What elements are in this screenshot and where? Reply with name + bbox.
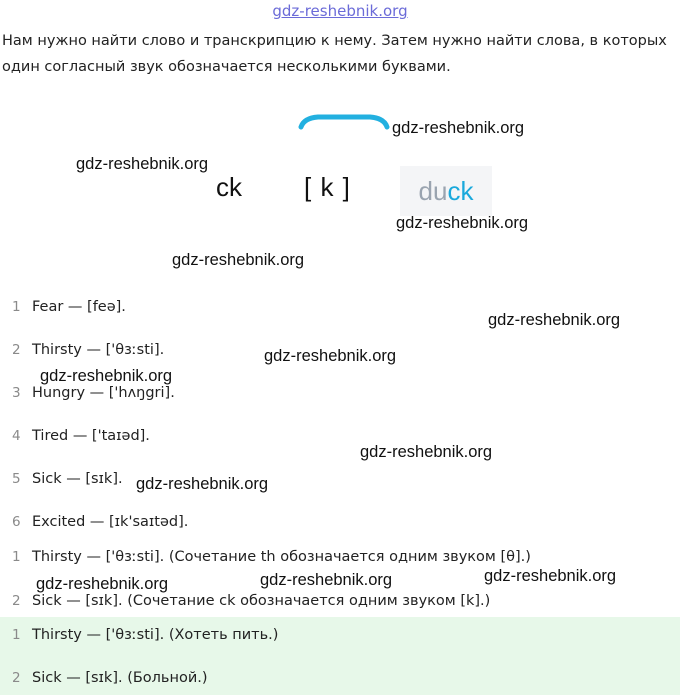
watermark: gdz-reshebnik.org [264,347,397,365]
item-number: 1 [12,299,21,315]
letters-ck: ck [216,172,242,202]
item-number: 3 [12,385,21,401]
watermark: gdz-reshebnik.org [396,214,529,232]
watermark: gdz-reshebnik.org [360,443,493,461]
watermark: gdz-reshebnik.org [488,311,621,329]
watermark: gdz-reshebnik.org [40,367,173,385]
task-intro-text: Нам нужно найти слово и транскрипцию к нему. Затем нужно найти слова, в которых один согласный звук обозначается несколькими буквами. [2,33,667,75]
arc-connector [298,113,390,143]
item-text: Sick — [sɪk]. (Сочетание ck обозначается одним звуком [k].) [32,593,491,609]
item-number: 2 [12,342,21,358]
item-number: 1 [12,627,21,643]
item-number: 6 [12,514,21,530]
watermark: gdz-reshebnik.org [484,567,617,585]
word-part-highlight: ck [447,176,474,206]
watermark: gdz-reshebnik.org [172,251,305,269]
sound-transcription: [ k ] [304,172,351,202]
item-text: Sick — [sɪk]. (Больной.) [32,670,208,686]
item-number: 5 [12,471,21,487]
item-number: 4 [12,428,21,444]
item-text: Hungry — ['hʌŋgri]. [32,385,175,401]
item-text: Sick — [sɪk]. [32,471,123,487]
item-text: Thirsty — ['θɜːsti]. (Хотеть пить.) [32,627,279,643]
watermark: gdz-reshebnik.org [392,119,525,137]
watermark: gdz-reshebnik.org [260,571,393,589]
watermark: gdz-reshebnik.org [136,475,269,493]
example-word-duck [400,166,492,216]
watermark: gdz-reshebnik.org [36,575,169,593]
item-number: 2 [12,670,21,686]
watermark: gdz-reshebnik.org [76,155,209,173]
item-text: Excited — [ɪk'saɪtəd]. [32,514,189,530]
item-text: Thirsty — ['θɜːsti]. [32,342,165,358]
item-number: 1 [12,549,21,565]
site-header-link[interactable]: gdz-reshebnik.org [272,2,408,20]
item-text: Fear — [feə]. [32,299,126,315]
word-part-plain: du [418,176,448,206]
item-text: Thirsty — ['θɜːsti]. (Сочетание th обозначается одним звуком [θ].) [32,549,531,565]
item-number: 2 [12,593,21,609]
item-text: Tired — ['taɪəd]. [32,428,150,444]
